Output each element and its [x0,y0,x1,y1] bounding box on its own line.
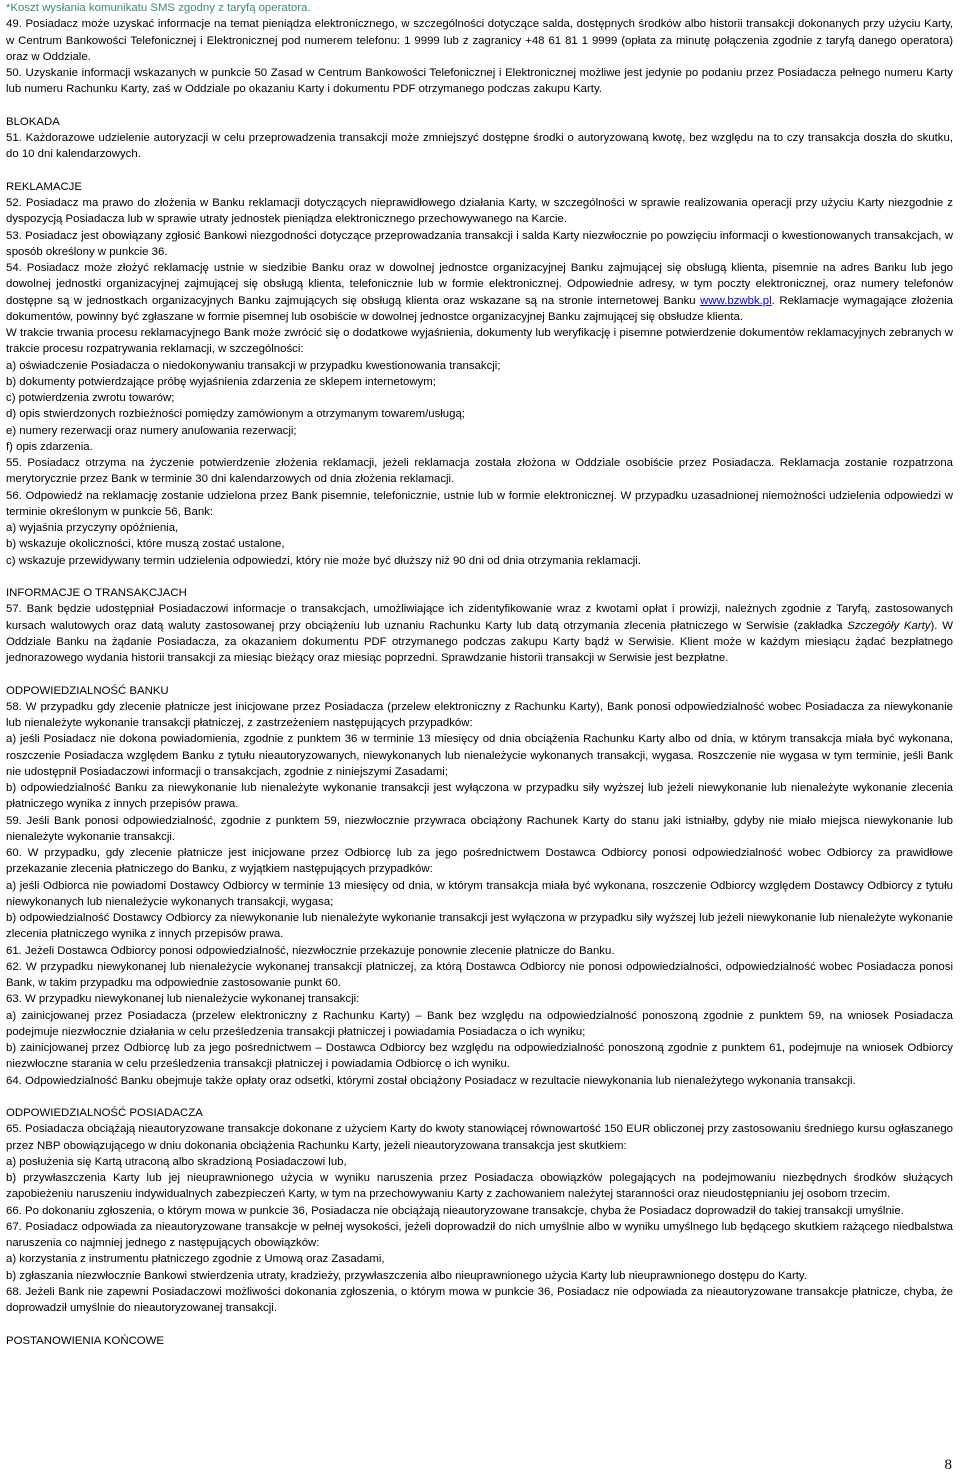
list-item-56c: c) wskazuje przewidywany termin udzielenia odpowiedzi, który nie może być dłuższy niż 90 dni od dnia otrzymania reklamacji. [6,554,641,567]
card-details-tab-name: Szczegóły Karty [847,619,931,632]
section-heading-informacje: INFORMACJE O TRANSAKCJACH [6,587,187,599]
section-heading-odpowiedzialnosc-banku: ODPOWIEDZIALNOŚĆ BANKU [6,684,169,697]
list-item-54f: f) opis zdarzenia. [6,440,93,453]
list-item-60a: a) jeśli Odbiorca nie powiadomi Dostawcy Odbiorcy w terminie 13 miesięcy od dnia, w którym transakcja miała być wykonana, roszczenie Odbiorcy względem Dostawcy Odbiorcy z tytułu niewykonanych lub nienależycie wykonanych transakcji, wygasa; [6,879,953,908]
paragraph-57-text-a: 57. Bank będzie udostępniał Posiadaczowi informacje o transakcjach, umożliwiające ich zidentyfikowanie wraz z kwotami opłat i prowizji, należnych zgodnie z Taryfą, zastosowanych kursach walutowych oraz datą waluty zastosowanej przy obciążeniu lub uznaniu Rachunku Karty lub datą otrzymania zlecenia płatniczego w Serwisie (zakładka [6,603,953,632]
paragraph-56: 56. Odpowiedź na reklamację zostanie udzielona przez Bank pisemnie, telefonicznie, ustnie lub w formie elektronicznej. W przypadku uzasadnionej niemożności udzielenia odpowiedzi w terminie określonym w punkcie 56, Bank: [6,489,953,518]
list-item-65a: a) posłużenia się Kartą utraconą albo skradzioną Posiadaczowi lub, [6,1155,347,1168]
list-item-56a: a) wyjaśnia przyczyny opóźnienia, [6,522,179,534]
paragraph-63: 63. W przypadku niewykonanej lub nienależycie wykonanej transakcji: [6,993,360,1006]
list-item-54b: b) dokumenty potwierdzające próbę wyjaśnienia zdarzenia ze sklepem internetowym; [6,375,436,388]
list-item-67b: b) zgłaszania niezwłocznie Bankowi stwierdzenia utraty, kradzieży, przywłaszczenia albo nieuprawnionego użycia Karty lub nieuprawnionego dostępu do Karty. [6,1269,807,1282]
spacer [6,163,953,179]
spacer [6,1316,953,1332]
paragraph-50: 50. Uzyskanie informacji wskazanych w punkcie 50 Zasad w Centrum Bankowości Telefonicznej i Elektronicznej możliwe jest jedynie po podaniu przez Posiadacza pełnego numeru Karty lub numeru Rachunku Karty, zaś w Oddziale po okazaniu Karty i dokumentu PDF otrzymanego podczas zakupu Karty. [6,67,953,96]
list-item-54e: e) numery rezerwacji oraz numery anulowania rezerwacji; [6,424,297,437]
section-heading-reklamacje: REKLAMACJE [6,180,82,193]
list-item-67a: a) korzystania z instrumentu płatniczego zgodnie z Umową oraz Zasadami, [6,1253,385,1266]
list-item-63a: a) zainicjowanej przez Posiadacza (przelew elektroniczny z Rachunku Karty) – Bank bez względu na odpowiedzialność ponoszoną zgodnie z punktem 59, na wniosek Posiadacza podejmuje niezwłocznie działania w celu prześledzenia transakcji płatniczej i powiadamia Posiadacza o ich wyniku; [6,1009,953,1038]
spacer [6,1089,953,1105]
paragraph-54-text-b: . Reklamacje wymagające złożenia dokumentów, powinny być zgłaszane w formie pisemnej lub osobiście w dowolnej jednostce organizacyjnej Banku zajmującej się obsłudze klienta. [6,294,953,323]
list-item-58a: a) jeśli Posiadacz nie dokona powiadomienia, zgodnie z punktem 36 w terminie 13 miesięcy od dnia obciążenia Rachunku Karty albo od dnia, w którym transakcja miała być wykonana, roszczenie Posiadacza względem Banku z tytułu nieautoryzowanych, niewykonanych lub nienależycie wykonanych transakcji, wygasa. Roszczenie nie wygasa w tym terminie, jeśli Bank nie udostępnił Posiadaczowi informacji o transakcjach, zgodnie z niniejszymi Zasadami; [6,733,953,778]
paragraph-54-text-a: 54. Posiadacz może złożyć reklamację ustnie w siedzibie Banku oraz w dowolnej jednostce organizacyjnej Banku zajmującej się obsługą klienta, pisemnie na adres Banku lub jego dowolnej jednostki organizacyjnej zajmującej się obsługą klienta, telefonicznie lub w formie elektronicznej. Odpowiednie adresy, w tym poczty elektronicznej, oraz numery telefonów dostępne są w jednostkach organizacyjnych Banku zajmujących się obsługą klienta oraz wskazane są na stronie internetowej Banku [6,262,953,307]
spacer [6,666,953,682]
section-heading-blokada: BLOKADA [6,115,60,128]
section-heading-odpowiedzialnosc-posiadacza: ODPOWIEDZIALNOŚĆ POSIADACZA [6,1107,203,1119]
document-page [6,0,953,1349]
paragraph-59: 59. Jeśli Bank ponosi odpowiedzialność, zgodnie z punktem 59, niezwłocznie przywraca obciążony Rachunek Karty do stanu jaki istniałby, gdyby nie miało miejsca niewykonanie lub nienależyte wykonanie transakcji. [6,814,953,843]
paragraph-60: 60. W przypadku, gdy zlecenie płatnicze jest inicjowane przez Odbiorcę lub za jego pośrednictwem Dostawca Odbiorcy ponosi odpowiedzialność wobec Odbiorcy za prawidłowe przekazanie zlecenia płatniczego do Banku, z wyjątkiem następujących przypadków: [6,847,953,876]
list-item-65b: b) przywłaszczenia Karty lub jej nieuprawnionego użycia w wyniku naruszenia przez Posiadacza obowiązków polegających na podejmowaniu niezbędnych środków służących zapobieżeniu naruszeniu indywidualnych zabezpieczeń Karty, w tym na przechowywaniu Karty z zachowaniem należytej staranności oraz nieudostępnianiu jej osobom trzecim. [6,1172,953,1201]
paragraph-54-continued: W trakcie trwania procesu reklamacyjnego Bank może zwrócić się o dodatkowe wyjaśnienia, dokumenty lub weryfikację i pisemne potwierdzenie dokumentów reklamacyjnych zebranych w trakcie procesu rozpatrywania reklamacji, w szczególności: [6,327,953,356]
page-number: 8 [944,1457,952,1473]
spacer [6,98,953,114]
paragraph-58: 58. W przypadku gdy zlecenie płatnicze jest inicjowane przez Posiadacza (przelew elektroniczny z Rachunku Karty), Bank ponosi odpowiedzialność wobec Posiadacza za niewykonanie lub nienależyte wykonanie transakcji płatniczej, z zastrzeżeniem następujących przypadków: [6,700,953,729]
list-item-54c: c) potwierdzenia zwrotu towarów; [6,392,175,404]
section-heading-postanowienia-koncowe: POSTANOWIENIA KOŃCOWE [6,1334,165,1347]
paragraph-66: 66. Po dokonaniu zgłoszenia, o którym mowa w punkcie 36, Posiadacza nie obciążają nieautoryzowane transakcje, chyba że Posiadacz doprowadził do takiej transakcji umyślnie. [6,1204,904,1217]
paragraph-54 [6,260,953,325]
paragraph-62: 62. W przypadku niewykonanej lub nienależycie wykonanej transakcji płatniczej, za którą Dostawca Odbiorcy nie ponosi odpowiedzialności, odpowiedzialność wobec Posiadacza ponosi Bank, w takim przypadku ma odpowiednie zastosowanie punkt 60. [6,960,953,989]
list-item-54a: a) oświadczenie Posiadacza o niedokonywaniu transakcji w przypadku kwestionowania transakcji; [6,359,501,372]
list-item-60b: b) odpowiedzialność Dostawcy Odbiorcy za niewykonanie lub nienależyte wykonanie transakcji jest wyłączona w przypadku siły wyższej lub jeżeli niewykonanie lub nienależyte wykonanie zlecenia płatniczego wynika z innych przepisów prawa. [6,912,953,941]
spacer [6,569,953,585]
list-item-54d: d) opis stwierdzonych rozbieżności pomiędzy zamówionym a otrzymanym towarem/usługą; [6,408,465,421]
paragraph-55: 55. Posiadacz otrzyma na życzenie potwierdzenie złożenia reklamacji, jeżeli reklamacja została złożona w Oddziale osobiście przez Posiadacza. Reklamacja zostanie rozpatrzona merytorycznie przez Bank w terminie 30 dni kalendarzowych od dnia złożenia reklamacji. [6,457,953,486]
paragraph-57 [6,601,953,666]
paragraph-65: 65. Posiadacza obciążają nieautoryzowane transakcje dokonane z użyciem Karty do kwoty stanowiącej równowartość 150 EUR obliczonej przy zastosowaniu średniego kursu ogłaszanego przez NBP obowiązującego w dniu dokonania obciążenia Rachunku Karty, jeżeli nieautoryzowana transakcja jest skutkiem: [6,1123,953,1152]
list-item-63b: b) zainicjowanej przez Odbiorcę lub za jego pośrednictwem – Dostawca Odbiorcy bez względu na odpowiedzialność ponoszoną zgodnie z punktem 61, podejmuje na wniosek Odbiorcy niezwłoczne starania w celu prześledzenia transakcji płatniczej i powiadamia Odbiorcę o ich wyniku. [6,1042,953,1071]
paragraph-53: 53. Posiadacz jest obowiązany zgłosić Bankowi niezgodności dotyczące przeprowadzania transakcji i salda Karty niezwłocznie po powzięciu informacji o kwestionowanych transakcjach, w sposób określony w punkcie 36. [6,229,953,258]
paragraph-57-text-b: ). W Oddziale Banku na żądanie Posiadacza, za okazaniem dokumentu PDF otrzymanego podczas zakupu Karty bądź w Serwisie. Klient może w każdym miesiącu żądać bezpłatnego jednorazowego wydania historii transakcji za miesiąc bieżący oraz miesiąc poprzedni. Sprawdzanie historii transakcji w Serwisie jest bezpłatne. [6,619,953,664]
paragraph-51: 51. Każdorazowe udzielenie autoryzacji w celu przeprowadzenia transakcji może zmniejszyć dostępne środki o autoryzowaną kwotę, bez względu na to czy transakcja doszła do skutku, do 10 dni kalendarzowych. [6,132,953,161]
bank-website-link[interactable]: www.bzwbk.pl [700,294,772,307]
paragraph-49: 49. Posiadacz może uzyskać informacje na temat pieniądza elektronicznego, w szczególności dotyczące salda, dostępnych środków albo historii transakcji dokonanych przy użyciu Karty, w Centrum Bankowości Telefonicznej i Elektronicznej pod numerem telefonu: 1 9999 lub z zagranicy +48 61 81 1 9999 (opłata za minutę połączenia zgodnie z taryfą danego operatora) oraz w Oddziale. [6,18,953,63]
paragraph-52: 52. Posiadacz ma prawo do złożenia w Banku reklamacji dotyczących nieprawidłowego działania Karty, w szczególności w sprawie realizowania operacji przy użyciu Karty niezgodnie z dyspozycją Posiadacza lub w sprawie utraty jednostek pieniądza elektronicznego przechowywanego na Karcie. [6,197,953,226]
paragraph-61: 61. Jeżeli Dostawca Odbiorcy ponosi odpowiedzialność, niezwłocznie przekazuje ponownie zlecenie płatnicze do Banku. [6,944,615,957]
paragraph-64: 64. Odpowiedzialność Banku obejmuje także opłaty oraz odsetki, którymi został obciążony Posiadacz w rezultacie niewykonania lub nienależytego wykonania transakcji. [6,1074,856,1087]
sms-cost-note: *Koszt wysłania komunikatu SMS zgodny z taryfą operatora. [6,2,311,14]
paragraph-68: 68. Jeżeli Bank nie zapewni Posiadaczowi możliwości dokonania zgłoszenia, o którym mowa w punkcie 36, Posiadacz nie odpowiada za nieautoryzowane transakcje płatnicze, chyba, że doprowadził umyślnie do nieautoryzowanej transakcji. [6,1285,953,1314]
list-item-58b: b) odpowiedzialność Banku za niewykonanie lub nienależyte wykonanie transakcji jest wyłączona w przypadku siły wyższej lub jeżeli niewykonanie lub nienależyte wykonanie zlecenia płatniczego wynika z innych przepisów prawa. [6,782,953,811]
paragraph-67: 67. Posiadacz odpowiada za nieautoryzowane transakcje w pełnej wysokości, jeżeli doprowadził do nich umyślnie albo w wyniku umyślnego lub będącego skutkiem rażącego niedbalstwa naruszenia co najmniej jednego z następujących obowiązków: [6,1220,953,1249]
list-item-56b: b) wskazuje okoliczności, które muszą zostać ustalone, [6,538,285,551]
